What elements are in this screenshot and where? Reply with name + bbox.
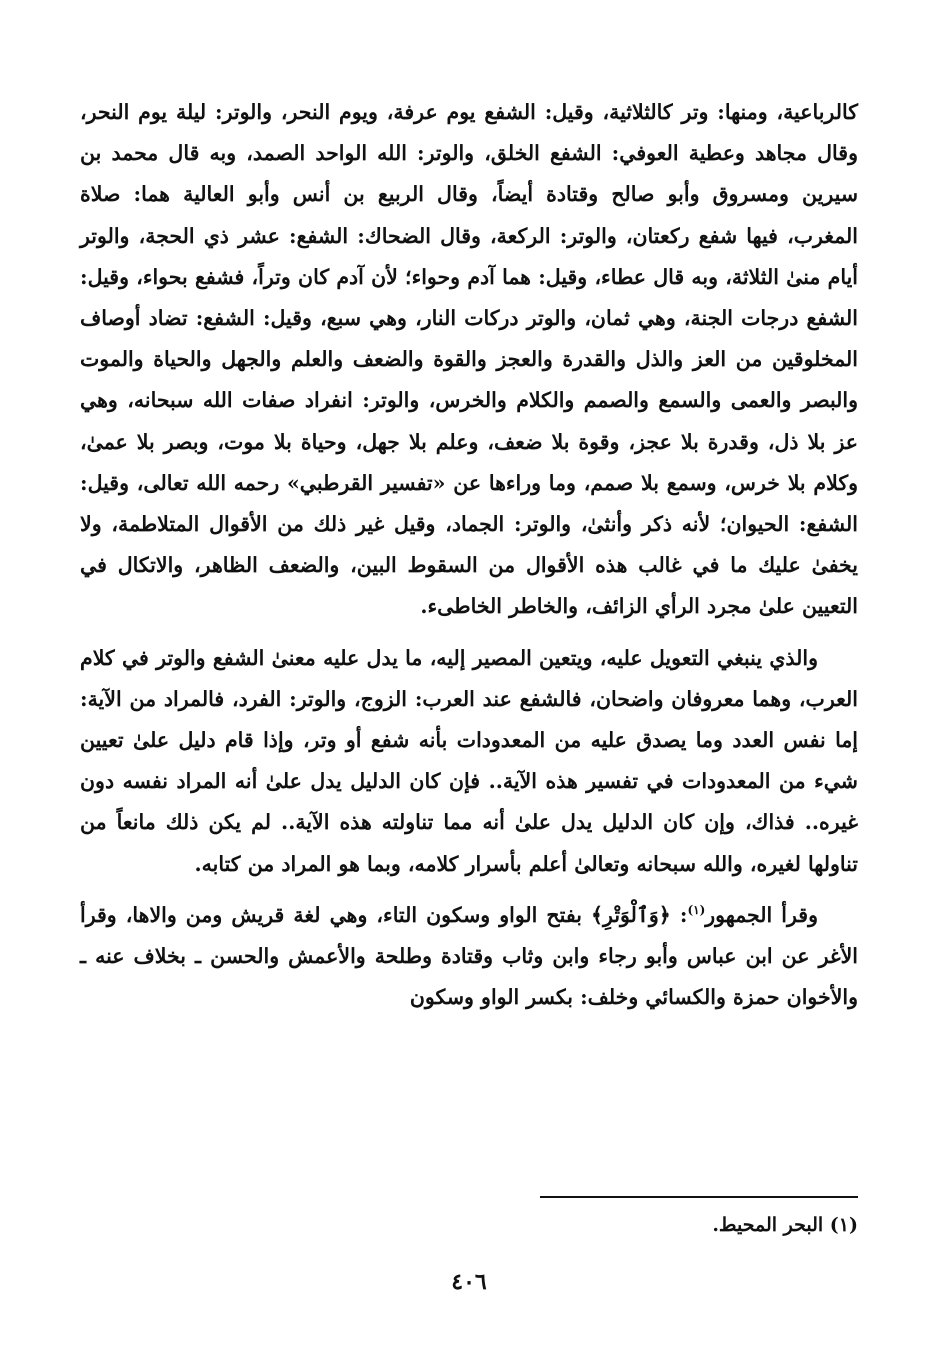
page-number: ٤٠٦ (451, 1269, 487, 1295)
footnote-reference: (١) (687, 903, 706, 918)
paragraph-1: كالرباعية، ومنها: وتر كالثلاثية، وقيل: الشفع يوم عرفة، ويوم النحر، والوتر: ليلة يوم النحر، وقال مجاهد وعطية العوفي: الشفع الخلق، والوتر: الله الواحد الصمد، وبه قال محمد بن سيرين ومسروق وأبو صالح وقتادة أيضاً، وقال الربيع بن أنس وأبو العالية هما: صلاة المغرب، فيها شفع ركعتان، والوتر: الركعة، وقال الضحاك: الشفع: عشر ذي الحجة، والوتر أيام منىٰ الثلاثة، وبه قال عطاء، وقيل: هما آدم وحواء؛ لأن آدم كان وتراً، فشفع بحواء، وقيل: الشفع درجات الجنة، وهي ثمان، والوتر دركات النار، وهي سبع، وقيل: الشفع: تضاد أوصاف المخلوقين من العز والذل والقدرة والعجز والقوة والضعف والعلم والجهل والحياة والموت والبصر والعمى والسمع والصمم والكلام والخرس، والوتر: انفراد صفات الله سبحانه، وهي عز بلا ذل، وقدرة بلا عجز، وقوة بلا ضعف، وعلم بلا جهل، وحياة بلا موت، وبصر بلا عمىٰ، وكلام بلا خرس، وسمع بلا صمم، وما وراءها عن «تفسير القرطبي» رحمه الله تعالى، وقيل: الشفع: الحيوان؛ لأنه ذكر وأنثىٰ، والوتر: الجماد، وقيل غير ذلك من الأقوال المتلاطمة، ولا يخفىٰ عليك ما في غالب هذه الأقوال من السقوط البين، والضعف الظاهر، والاتكال في التعيين علىٰ مجرد الرأي الزائف، والخاطر الخاطىء. (80, 100, 858, 619)
paragraph-3 (80, 895, 858, 1019)
footnote: (١) البحر المحيط. (712, 1214, 858, 1236)
paragraph-3-lead: وقرأ الجمهور (705, 902, 819, 927)
paragraph-3-rest: : ﴿وَٱلْوَتْرِ﴾ بفتح الواو وسكون التاء، وهي لغة قريش ومن والاها، وقرأ الأغر عن ابن عباس وأبو رجاء وابن وثاب وقتادة وطلحة والأعمش والحسن ـ بخلاف عنه ـ والأخوان حمزة والكسائي وخلف: بكسر الواو وسكون (80, 902, 858, 1010)
footnote-separator (540, 1196, 858, 1198)
main-text (80, 92, 858, 1018)
paragraph-2: والذي ينبغي التعويل عليه، ويتعين المصير إليه، ما يدل عليه معنىٰ الشفع والوتر في كلام العرب، وهما معروفان واضحان، فالشفع عند العرب: الزوج، والوتر: الفرد، فالمراد من الآية: إما نفس العدد وما يصدق عليه من المعدودات بأنه شفع أو وتر، وإذا قام دليل علىٰ تعيين شيء من المعدودات في تفسير هذه الآية.. فإن كان الدليل يدل علىٰ أنه المراد نفسه دون غيره.. فذاك، وإن كان الدليل يدل علىٰ أنه مما تناولته هذه الآية.. لم يكن ذلك مانعاً من تناولها لغيره، والله سبحانه وتعالىٰ أعلم بأسرار كلامه، وبما هو المراد من كتابه. (80, 645, 858, 876)
